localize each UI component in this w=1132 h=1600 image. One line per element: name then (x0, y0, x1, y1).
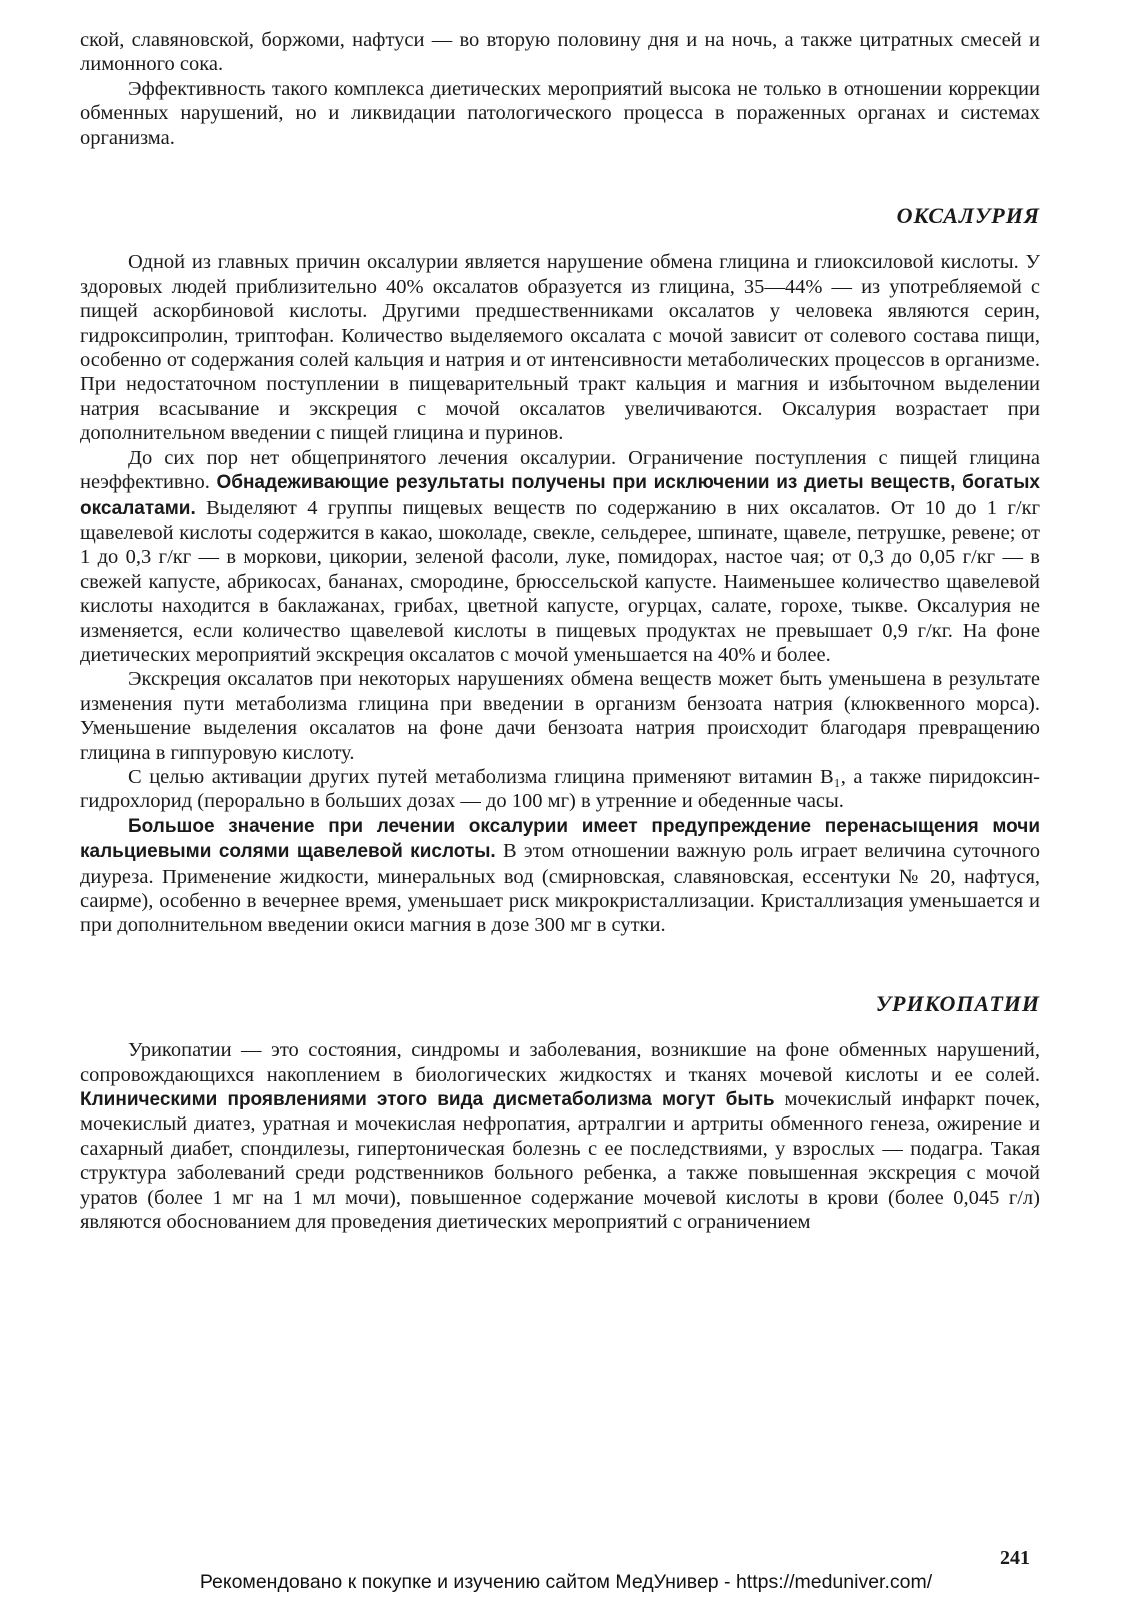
text-run: Выделяют 4 группы пищевых веществ по содержанию в них оксалатов. От 10 до 1 г/кг щавелевой кислоты содержится в какао, шоколаде, свекле, сельдерее, шпинате, щавеле, петрушке, ревене; от 1 до 0,3 г/кг — в моркови, цикории, зеленой фасоли, луке, помидорах, настое чая; от 0,3 до 0,05 г/кг — в свежей капусте, абрикосах, бананах, смородине, брюссельской капусте. Наименьшее количество щавелевой кислоты находится в баклажанах, грибах, цветной капусте, огурцах, салате, горохе, тыкве. Оксалурия не изменяется, если количество щавелевой кислоты в пищевых продуктах не превышает 0,9 г/кг. На фоне диетических мероприятий экскреция оксалатов с мочой уменьшается на 40% и более. (80, 496, 1040, 666)
section-title-urikopathy: УРИКОПАТИИ (875, 990, 1040, 1016)
urikopathy-paragraph-1 (80, 1038, 1040, 1234)
footer-watermark: Рекомендовано к покупке и изучению сайтом МедУнивер - https://meduniver.com/ (199, 1571, 933, 1593)
text-run: Урикопатии — это состояния, синдромы и заболевания, возникшие на фоне обменных нарушений, сопровождающихся накоплением в биологических жидкостях и тканях мочевой кислоты и ее солей. (80, 1039, 1040, 1086)
text-run: мочекислый инфаркт почек, мочекислый диатез, уратная и мочекислая нефропатия, артралгии и артриты обменного генеза, ожирение и сахарный диабет, спондилезы, гипертоническая болезнь с ее последствиями, у взрослых — подагра. Такая структура заболеваний среди родственников больного ребенка, а также повышенная экскреция с мочой уратов (более 1 мг на 1 мл мочи), повышенное содержание мочевой кислоты в крови (более 0,045 г/л) являются обоснованием для проведения диетических мероприятий с ограничением (80, 1088, 1040, 1234)
page-body (80, 28, 1040, 1234)
oxaluria-paragraph-1: Одной из главных причин оксалурии является нарушение обмена глицина и глиоксиловой кислоты. У здоровых людей приблизительно 40% оксалатов образуется из глицина, 35—44% — из употребляемой с пищей аскорбиновой кислоты. Другими предшественниками оксалатов у человека являются серин, гидроксипролин, триптофан. Количество выделяемого оксалата с мочой зависит от солевого состава пищи, особенно от содержания солей кальция и натрия и от интенсивности метаболических процессов в организме. При недостаточном поступлении в пищеварительный тракт кальция и магния и избыточном выделении натрия всасывание и экскреция с мочой оксалатов увеличиваются. Оксалурия возрастает при дополнительном введении с пищей глицина и пуринов. (80, 251, 1040, 445)
bold-run: Клиническими проявлениями этого вида дисметаболизма могут быть (80, 1089, 775, 1111)
text-run: В этом отношении важную роль играет величина суточного диуреза. Применение жидкости, минеральных вод (смирновская, славяновская, ессентуки № 20, нафтуся, саирме), особенно в вечернее время, уменьшает риск микрокристаллизации. Кристаллизация уменьшается и при дополнительном введении окиси магния в дозе 300 мг в сутки. (80, 840, 1041, 937)
intro-paragraph-2: Эффективность такого комплекса диетических мероприятий высока не только в отношении коррекции обменных нарушений, но и ликвидации патологического процесса в пораженных органах и системах организма. (80, 77, 1040, 149)
bold-run: Большое значение при лечении оксалурии имеет предупреждение перенасыщения мочи кальциевыми солями щавелевой кислоты. (80, 815, 1040, 863)
oxaluria-paragraph-4: С целью активации других путей метаболизма глицина применяют витамин B₁, а также пиридоксин-гидрохлорид (перорально в больших дозах — до 100 мг) в утренние и обеденные часы. (80, 765, 1040, 813)
bold-run: Обнадеживающие результаты получены при исключении из диеты веществ, богатых оксалатами. (80, 472, 1041, 519)
oxaluria-paragraph-5 (80, 814, 1040, 938)
intro-paragraph-1: ской, славяновской, боржоми, нафтуси — во вторую половину дня и на ночь, а также цитратных смесей и лимонного сока. (80, 29, 1040, 76)
oxaluria-paragraph-3: Экскреция оксалатов при некоторых нарушениях обмена веществ может быть уменьшена в результате изменения пути метаболизма глицина при введении в организм бензоата натрия (клюквенного морса). Уменьшение выделения оксалатов на фоне дачи бензоата натрия происходит благодаря превращению глицина в гиппуровую кислоту. (80, 668, 1040, 764)
text-run: До сих пор нет общепринятого лечения оксалурии. Ограничение поступления с пищей глицина неэффективно. (80, 446, 1040, 494)
oxaluria-paragraph-2 (80, 446, 1040, 668)
section-title-oxaluria: ОКСАЛУРИЯ (896, 203, 1040, 229)
page-number: 241 (1000, 1547, 1030, 1569)
